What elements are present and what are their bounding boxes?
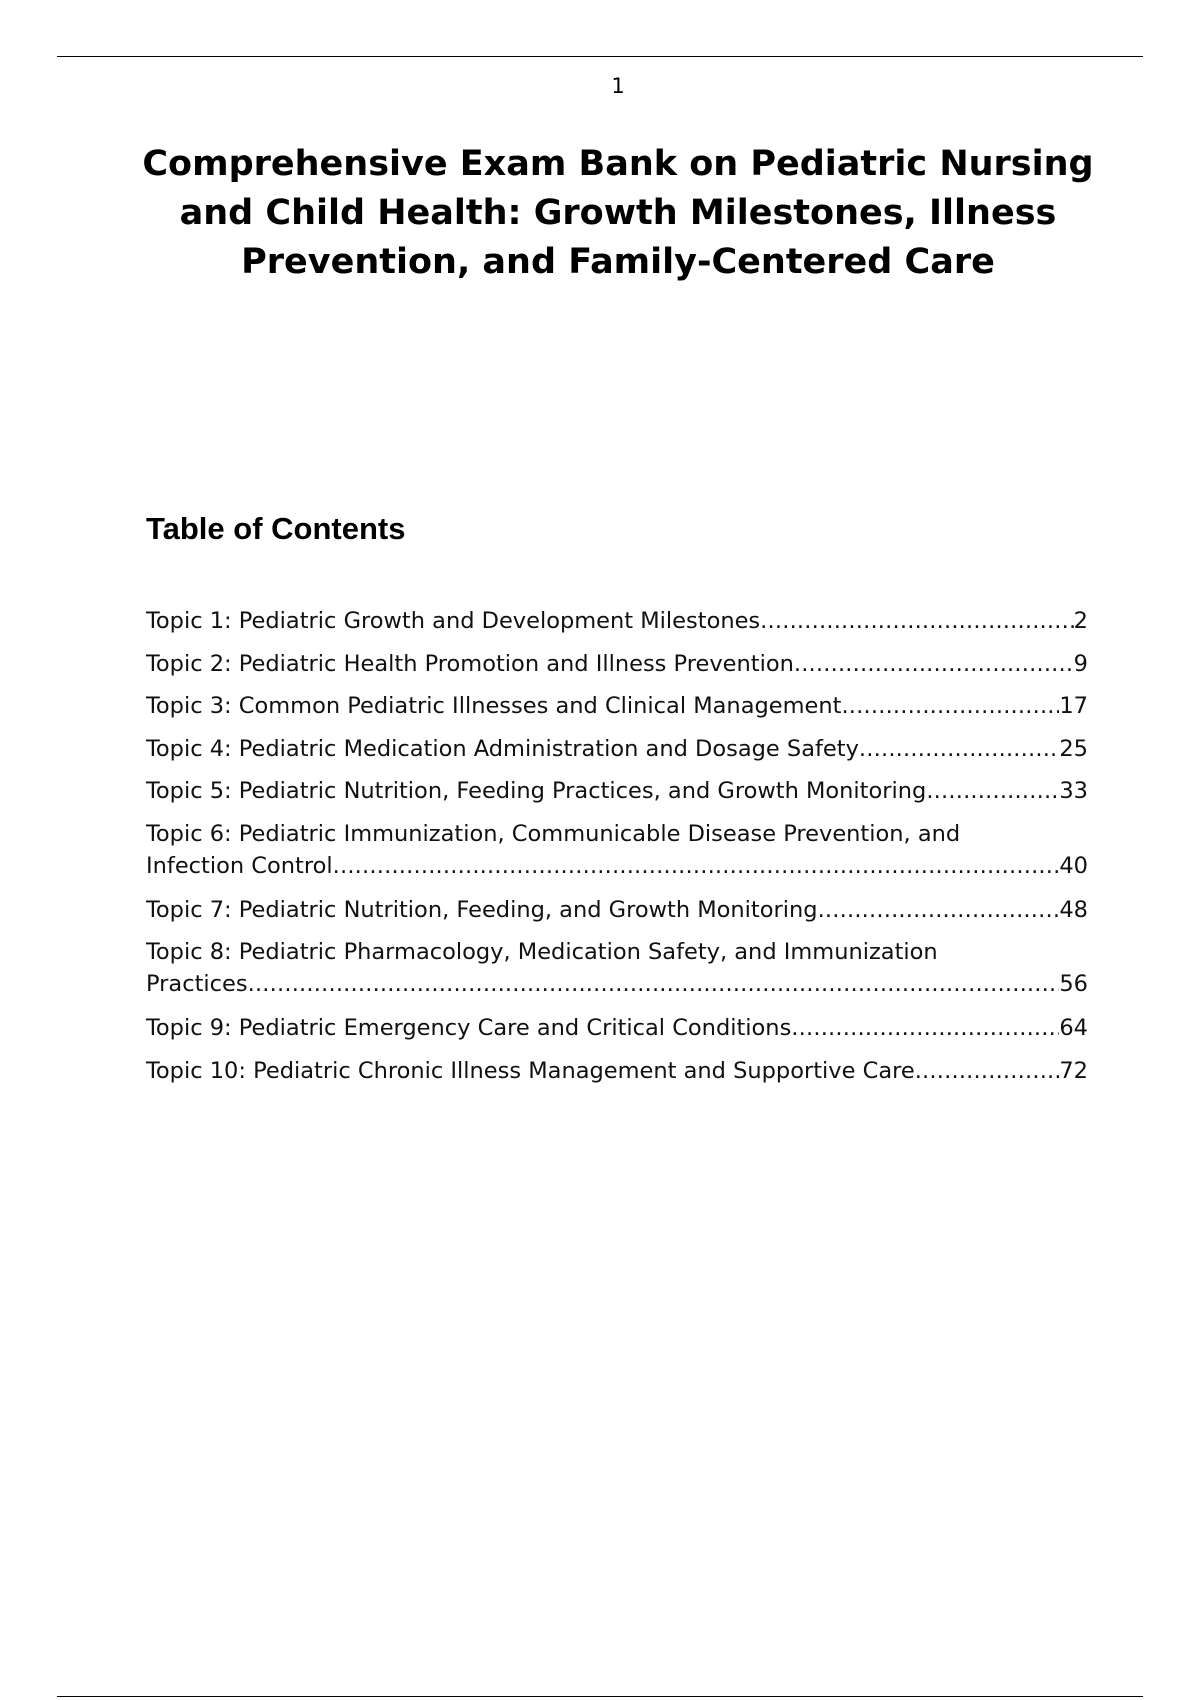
toc-dot-leader xyxy=(915,1055,1060,1087)
toc-line xyxy=(146,968,1088,1000)
toc-entry-title: Topic 9: Pediatric Emergency Care and Critical Conditions xyxy=(146,1015,792,1041)
toc-entry-title-line-1: Topic 8: Pediatric Pharmacology, Medication Safety, and Immunization xyxy=(146,939,938,965)
toc-entry-title: Topic 4: Pediatric Medication Administration and Dosage Safety xyxy=(146,735,859,762)
toc-line xyxy=(146,1012,1088,1044)
toc-entry-title: Topic 2: Pediatric Health Promotion and Illness Prevention xyxy=(146,650,794,677)
toc-entry-topic-1[interactable] xyxy=(146,605,1088,648)
toc-entry-topic-9[interactable] xyxy=(146,1012,1088,1055)
toc-line xyxy=(146,733,1088,765)
toc-entry-title: Topic 7: Pediatric Nutrition, Feeding, and Growth Monitoring xyxy=(146,896,818,923)
toc-entry-title: Topic 10: Pediatric Chronic Illness Management and Supportive Care xyxy=(146,1057,915,1084)
toc-entry-topic-5[interactable] xyxy=(146,775,1088,818)
table-of-contents xyxy=(146,605,1088,1097)
toc-entry-topic-10[interactable] xyxy=(146,1055,1088,1098)
toc-entry-title-line-1: Topic 6: Pediatric Immunization, Communicable Disease Prevention, and xyxy=(146,820,961,847)
toc-page-number: 72 xyxy=(1059,1057,1088,1084)
toc-page-number: 25 xyxy=(1059,735,1088,762)
toc-line xyxy=(146,775,1088,807)
toc-entry-title: Topic 1: Pediatric Growth and Development Milestones xyxy=(146,608,761,634)
toc-entry-topic-4[interactable] xyxy=(146,733,1088,776)
toc-page-number: 64 xyxy=(1059,1015,1088,1041)
toc-dot-leader xyxy=(926,775,1059,807)
toc-page-number: 2 xyxy=(1073,608,1088,634)
toc-dot-leader xyxy=(760,605,1074,637)
toc-entry-topic-3[interactable] xyxy=(146,690,1088,733)
toc-entry-topic-2[interactable] xyxy=(146,648,1088,691)
toc-dot-leader xyxy=(841,690,1059,722)
toc-line xyxy=(146,648,1088,680)
toc-entry-title: Topic 5: Pediatric Nutrition, Feeding Practices, and Growth Monitoring xyxy=(146,778,927,804)
toc-dot-leader xyxy=(791,1012,1059,1044)
toc-page-number: 48 xyxy=(1059,896,1088,923)
toc-entry-topic-7[interactable] xyxy=(146,894,1088,937)
toc-entry-topic-8[interactable] xyxy=(146,936,1088,1012)
page-number: 1 xyxy=(611,74,625,98)
toc-page-number: 33 xyxy=(1059,778,1088,804)
toc-entry-title-line-2: Infection Control xyxy=(146,852,333,879)
toc-entry-title-line-2: Practices xyxy=(146,971,248,997)
toc-dot-leader xyxy=(794,648,1074,680)
toc-page-number: 17 xyxy=(1059,693,1088,719)
toc-line xyxy=(146,605,1088,637)
toc-entry-title: Topic 3: Common Pediatric Illnesses and Clinical Management xyxy=(146,693,842,719)
toc-dot-leader xyxy=(859,733,1059,765)
toc-dot-leader xyxy=(818,894,1060,926)
header-rule xyxy=(57,56,1143,57)
toc-page-number: 9 xyxy=(1073,650,1088,677)
toc-dot-leader xyxy=(248,968,1060,1000)
toc-page-number: 40 xyxy=(1059,852,1088,879)
toc-heading: Table of Contents xyxy=(146,511,406,546)
toc-page-number: 56 xyxy=(1059,971,1088,997)
document-title: Comprehensive Exam Bank on Pediatric Nursing and Child Health: Growth Milestones, Illness Prevention, and Family-Centered Care xyxy=(142,144,1094,282)
toc-dot-leader xyxy=(333,850,1060,882)
toc-entry-topic-6[interactable] xyxy=(146,818,1088,894)
footer-rule xyxy=(57,1696,1143,1697)
toc-line xyxy=(146,1055,1088,1087)
toc-line xyxy=(146,690,1088,722)
toc-line xyxy=(146,894,1088,926)
toc-line xyxy=(146,850,1088,882)
